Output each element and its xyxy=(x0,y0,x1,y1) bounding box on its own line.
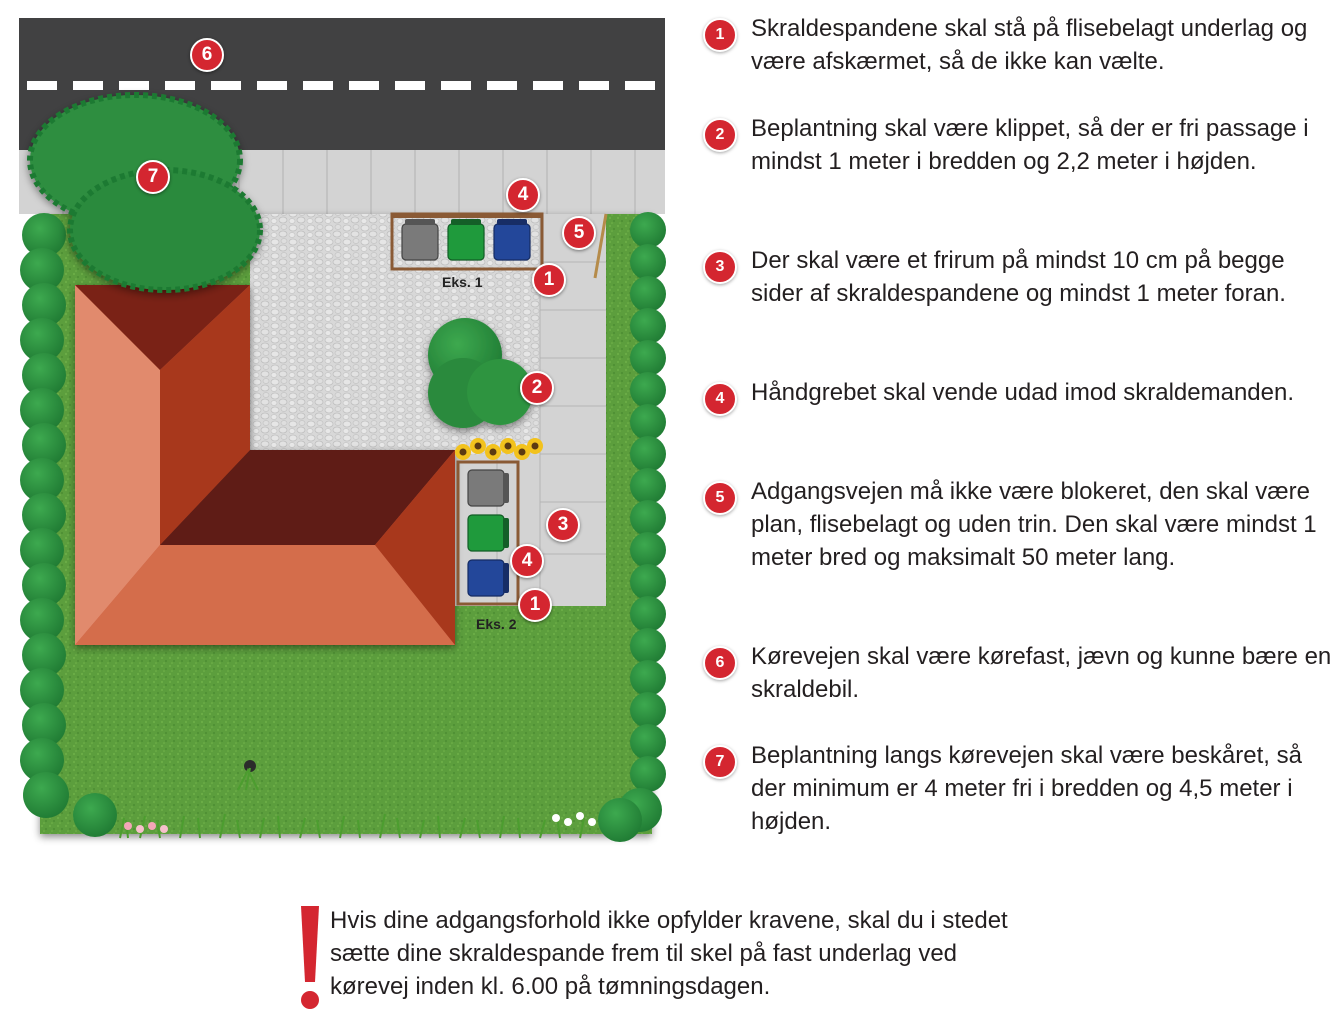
legend-number: 6 xyxy=(703,646,737,680)
hedge-left xyxy=(20,213,69,818)
legend-text: Der skal være et frirum på mindst 10 cm på begge sider af skraldespandene og mindst 1 meter foran. xyxy=(751,247,1286,307)
legend-number: 4 xyxy=(703,382,737,416)
marker-4-bottom: 4 xyxy=(510,544,544,578)
legend-text: Beplantning skal være klippet, så der er fri passage i mindst 1 meter i bredden og 2,2 meter i højden. xyxy=(751,115,1309,175)
marker-2: 2 xyxy=(520,371,554,405)
legend-number: 5 xyxy=(703,481,737,515)
legend-text: Skraldespandene skal stå på flisebelagt underlag og være afskærmet, så de ikke kan vælte. xyxy=(751,15,1308,75)
bin-green-1 xyxy=(448,219,484,260)
legend-number: 1 xyxy=(703,18,737,52)
marker-4-top: 4 xyxy=(506,178,540,212)
legend-number: 2 xyxy=(703,118,737,152)
marker-1-bottom: 1 xyxy=(518,588,552,622)
legend-number: 7 xyxy=(703,745,737,779)
corner-bush xyxy=(598,798,642,842)
marker-5: 5 xyxy=(562,216,596,250)
legend-text: Beplantning langs kørevejen skal være beskåret, så der minimum er 4 meter fri i bredden og 4,5 meter i højden. xyxy=(751,742,1302,835)
bin-grey-1 xyxy=(402,219,438,260)
example-2-label: Eks. 2 xyxy=(476,616,517,632)
legend-text: Kørevejen skal være kørefast, jævn og kunne bære en skraldebil. xyxy=(751,643,1332,703)
legend-text: Adgangsvejen må ikke være blokeret, den skal være plan, flisebelagt og uden trin. Den skal være mindst 1 meter bred og maksimalt 50 meter lang. xyxy=(751,478,1317,571)
marker-7: 7 xyxy=(136,160,170,194)
notice xyxy=(296,902,1016,1017)
exclamation-icon xyxy=(298,902,322,1014)
site-plan-illustration xyxy=(0,0,690,860)
bin-green-2 xyxy=(468,515,509,551)
legend-number: 3 xyxy=(703,250,737,284)
legend-text: Håndgrebet skal vende udad imod skraldemanden. xyxy=(751,379,1295,406)
notice-text: Hvis dine adgangsforhold ikke opfylder kravene, skal du i stedet sætte dine skraldespande frem til skel på fast underlag ved kørevej inden kl. 6.00 på tømningsdagen. xyxy=(330,907,1008,1000)
corner-bush xyxy=(73,793,117,837)
bin-blue-1 xyxy=(494,219,530,260)
example-1-label: Eks. 1 xyxy=(442,274,483,290)
bin-grey-2 xyxy=(468,470,509,506)
site-plan xyxy=(0,0,690,860)
bin-blue-2 xyxy=(468,560,509,596)
marker-1-top: 1 xyxy=(532,263,566,297)
marker-3: 3 xyxy=(546,508,580,542)
marker-6: 6 xyxy=(190,38,224,72)
